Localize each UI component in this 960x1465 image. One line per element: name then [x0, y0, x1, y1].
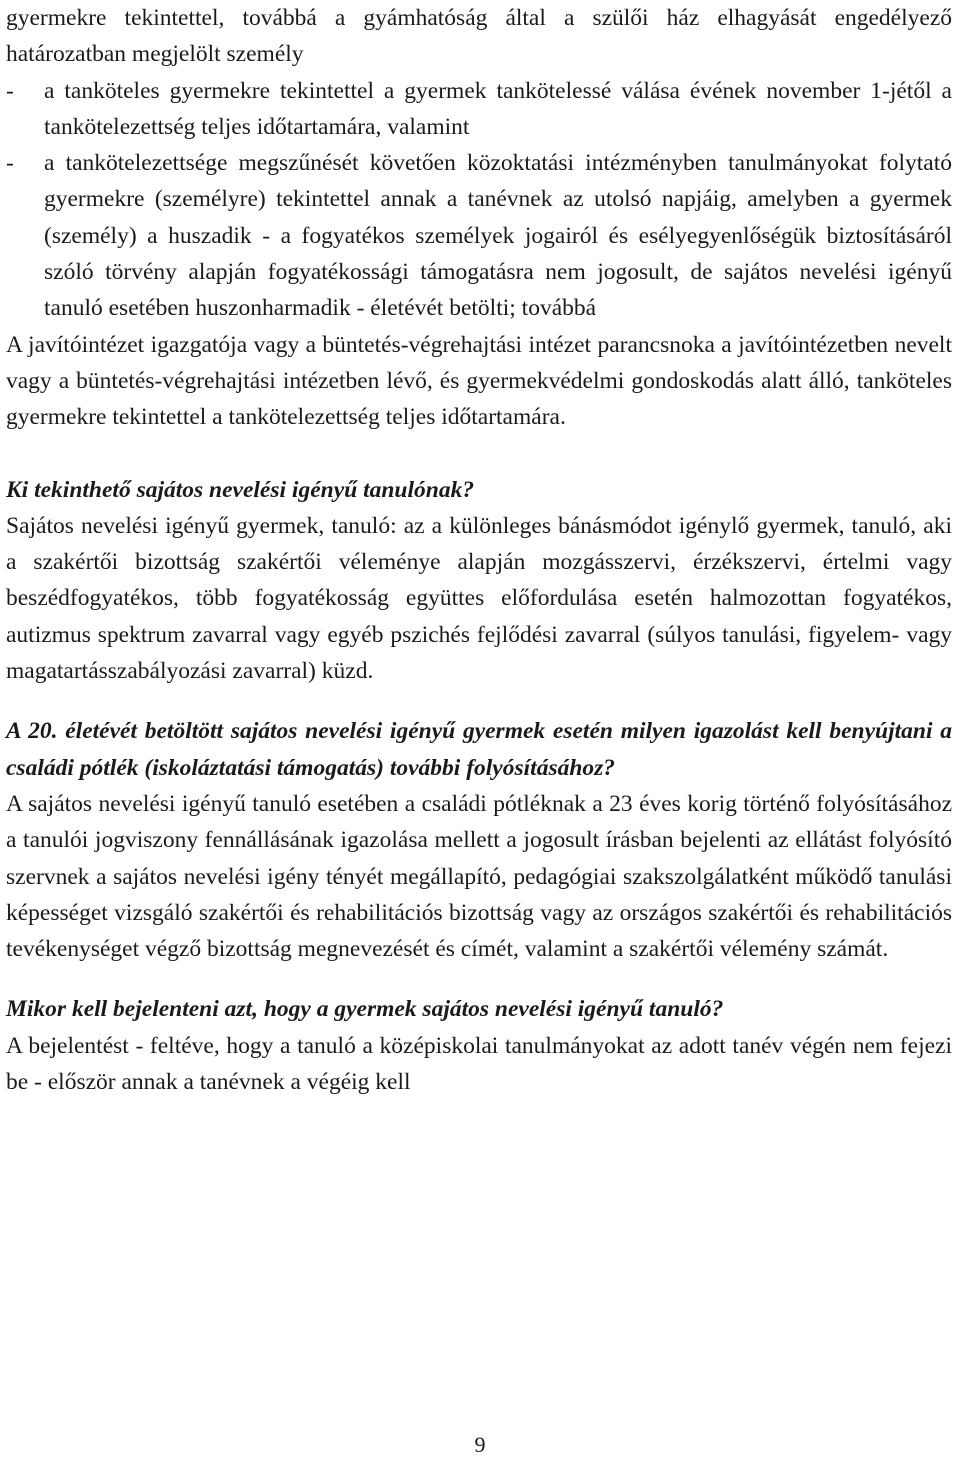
document-page [6, 0, 952, 1100]
javitointezet-paragraph: A javítóintézet igazgatója vagy a büntetés-végrehajtási intézet parancsnoka a javítóintézetben nevelt vagy a büntetés-végrehajtási intézetben lévő, és gyermekvédelmi gondoskodás alatt álló, tanköteles gyermekre tekintettel a tankötelezettség teljes időtartamára. [6, 331, 952, 431]
list-item [6, 145, 952, 326]
list-item [6, 73, 952, 146]
spacer [6, 967, 952, 991]
sni-definition-paragraph: Sajátos nevelési igényű gyermek, tanuló: az a különleges bánásmódot igénylő gyermek, tanuló, aki a szakértői bizottság szakértői véleménye alapján mozgásszervi, érzékszervi, értelmi vagy beszédfogyatékos, több fogyatékosság együttes előfordulása esetén halmozottan fogyatékos, autizmus spektrum zavarral vagy egyéb pszichés fejlődési zavarral (súlyos tanulási, figyelem- vagy magatartásszabályozási zavarral) küzd. [6, 512, 952, 685]
spacer [6, 689, 952, 713]
page-number: 9 [474, 1432, 486, 1457]
section-heading-igazolas: A 20. életévét betöltött sajátos nevelési igényű gyermek esetén milyen igazolást kell benyújtani a családi pótlék (iskoláztatási támogatás) további folyósításához? [6, 718, 952, 781]
section-heading-bejelentes: Mikor kell bejelenteni azt, hogy a gyermek sajátos nevelési igényű tanuló? [6, 996, 724, 1023]
list-dash: - [6, 150, 14, 177]
spacer [6, 436, 952, 472]
intro-paragraph: gyermekre tekintettel, továbbá a gyámhatóság által a szülői ház elhagyását engedélyező határozatban megjelölt személy [6, 5, 952, 68]
section-heading-sni: Ki tekinthető sajátos nevelési igényű tanulónak? [6, 476, 475, 503]
list-item-text: a tanköteles gyermekre tekintettel a gyermek tankötelessé válása évének november 1-jétől a tankötelezettség teljes időtartamára, valamint [44, 77, 952, 140]
bejelentes-paragraph: A bejelentést - feltéve, hogy a tanuló a középiskolai tanulmányokat az adott tanév végén nem fejezi be - először annak a tanévnek a végéig kell [6, 1032, 952, 1096]
list-item-text: a tankötelezettsége megszűnését követően közoktatási intézményben tanulmányokat folytató gyermekre (személyre) tekintettel annak a tanévnek az utolsó napjáig, amelyben a gyermek (személy) a huszadik - a fogyatékos személyek jogairól és esélyegyenlőségük biztosításáról szóló törvény alapján fogyatékossági támogatásra nem jogosult, de sajátos nevelési igényű tanuló esetében huszonharmadik - életévét betölti; továbbá [44, 150, 952, 322]
list-dash: - [6, 77, 14, 104]
igazolas-paragraph: A sajátos nevelési igényű tanuló esetében a családi pótléknak a 23 éves korig történő folyósításához a tanulói jogviszony fennállásának igazolása mellett a jogosult írásban bejelenti az ellátást folyósító szervnek a sajátos nevelési igény tényét megállapító, pedagógiai szakszolgálatként működő tanulási képességet vizsgáló szakértői és rehabilitációs bizottság vagy az országos szakértői és rehabilitációs tevékenységet végző bizottság megnevezését és címét, valamint a szakértői vélemény számát. [6, 790, 952, 963]
